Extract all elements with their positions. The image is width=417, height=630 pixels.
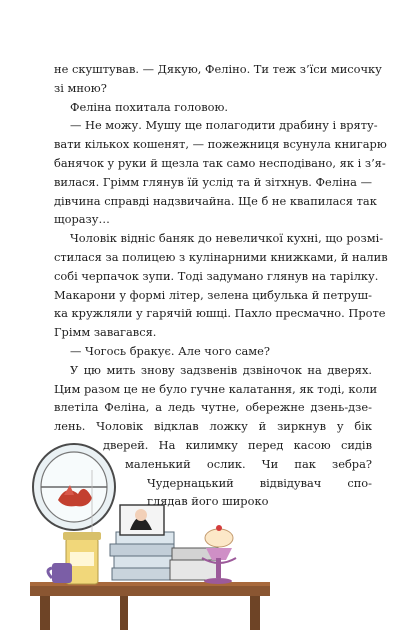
text-line: Феліна похитала головою. [70,99,229,114]
text-line: ка кружляли у гарячій юшці. Пахло пресмачно. Проте [54,306,386,321]
text-line: зі мною? [54,80,107,95]
text-line: маленький ослик. Чи пак зебра? [125,456,372,471]
text-line: собі черпачок зупи. Тоді задумано глянув на тарілку. [54,268,379,283]
book-stack-illustration [110,505,220,580]
text-line: Макарони у формі літер, зелена цибулька й петруш- [54,287,372,302]
text-line: щоразу… [54,212,110,227]
text-line: Цим разом це не було гучне калатання, як тоді, коли [54,381,378,396]
text-line: Чоловік відніс баняк до невеличкої кухні, що розмі- [70,231,384,246]
text-line: не скуштував. — Дякую, Феліно. Ти теж з’їси мисочку [54,62,382,76]
text-line: вати кількох кошенят, — пожежниця всунула книгарю [54,137,387,152]
text-line: — Не можу. Мушу ще полагодити драбину і вряту- [70,118,378,133]
text-line: банячок у руки й щезла так само несподівано, як і з’я- [54,155,386,170]
body-text [54,60,388,511]
text-line: Чудернацький відвідувач спо- [147,475,372,490]
mug-illustration [48,563,72,583]
text-line: глядав його широко [147,494,269,509]
text-line: — Чогось бракує. Але чого саме? [70,343,271,358]
text-line: вилася. Грімм глянув їй услід та й зітхнув. Феліна — [54,174,372,189]
text-line: Грімм завагався. [54,325,157,340]
text-line: стилася за полицею з кулінарними книжками, й налив [54,249,388,264]
text-line: влетіла Феліна, а ледь чутне, обережне дзень-дзе- [54,400,372,415]
text-line: У цю мить знову задзвенів дзвіночок на дверях. [70,362,372,377]
text-line: дверей. На килимку перед касою сидів [103,437,372,452]
table-illustration [30,582,270,630]
text-line: лень. Чоловік відклав ложку й зиркнув у бік [54,419,372,434]
text-line: дівчина справді надзвичайна. Ще б не квапилася так [54,193,377,208]
